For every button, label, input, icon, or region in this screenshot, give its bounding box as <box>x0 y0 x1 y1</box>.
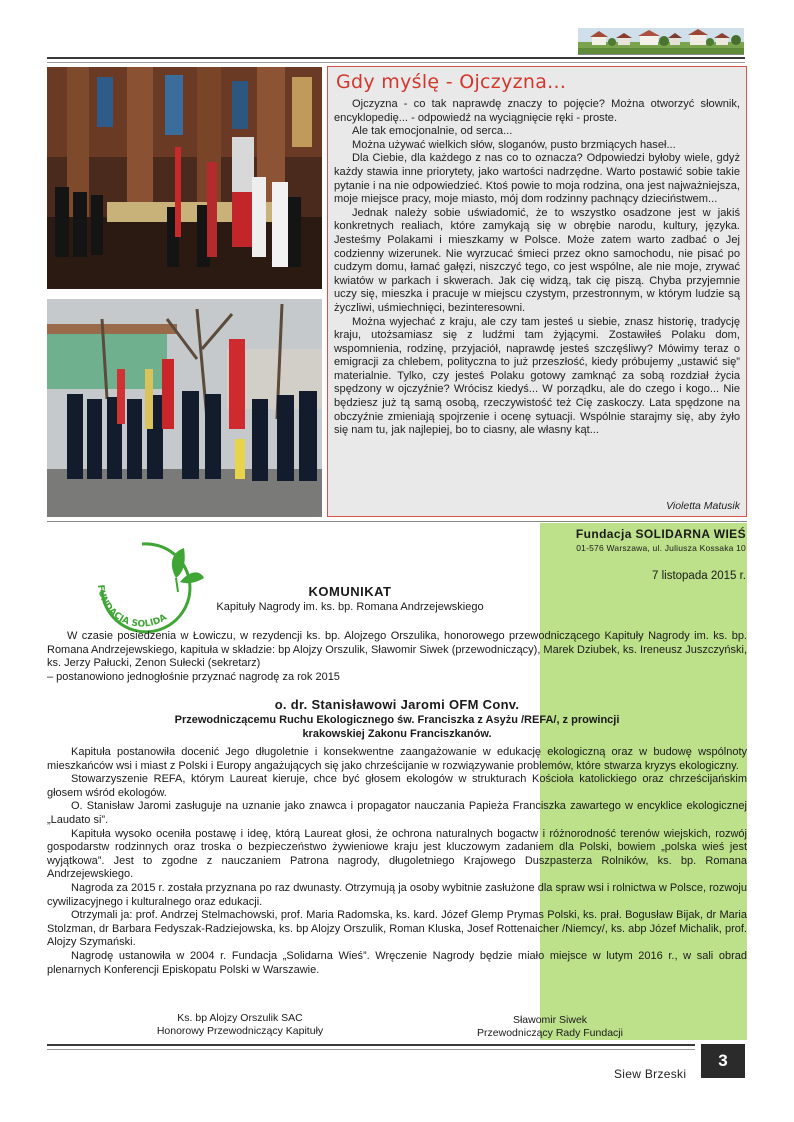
signature-right-name: Sławomir Siwek <box>512 1014 588 1026</box>
firefighters-parade-photo <box>47 299 322 517</box>
body-paragraph: Otrzymali ja: prof. Andrzej Stelmachowski, prof. Maria Radomska, ks. kard. Józef Glemp Prymas Polski, ks. prał. Bogusław Bijak, dr Maria Stolzman, dr Barbara Fedyszak-Radziejowska, ks. bp Alojzy Orszulik, Roman Kluska, Josef Rottenaicher /Niemcy/, ks. abp Józef Michalik, prof. Alojzy Szymański. <box>47 909 747 949</box>
article-paragraph: Ale tak emocjonalnie, od serca... <box>352 125 513 138</box>
body-paragraph: O. Stanisław Jaromi zasługuje na uznanie jako znawca i propagator nauczania Papieża Franciszka zawartego w encyklice ekologicznej „Laudato si”. <box>47 800 747 826</box>
top-rule <box>47 57 745 59</box>
communique-subtitle: Kapituły Nagrody im. ks. bp. Romana Andrzejewskiego <box>216 601 484 613</box>
top-rule-thin <box>47 62 745 63</box>
body-paragraph: Nagroda za 2015 r. została przyznana po raz dwunasty. Otrzymują ja osoby wybitnie zasłużone dla spraw wsi i rolnictwa w Polsce, rozwoju cywilizacyjnego i kulturalnego oraz edukacji. <box>47 881 747 908</box>
footer-publication-name: Siew Brzeski <box>614 1067 687 1081</box>
communique-title: KOMUNIKAT <box>308 584 392 599</box>
laureate-block <box>47 697 747 741</box>
signature-right-role: Przewodniczący Rady Fundacji <box>477 1027 623 1039</box>
signature-right <box>455 1014 645 1040</box>
article-paragraph: Można wyjechać z kraju, ale czy tam jesteś u siebie, znasz historię, tradycję kraju, utożsamiasz się z ludźmi tam żyjącymi. Zostawiłeś Polaku dom, wspomnienia, rodzinę, przyjaciół, naprawdę jesteś szczęśliwy? Mówimy teraz o emigracji za chlebem, polityczna to już przeszłość, kiedy próbujemy „ustawić się” materialnie. Tylko, czy jesteś Polaku gotowy zamknąć za sobą rozdział życia spędzony w ojczyźnie? Wrócisz kiedyś... W porządku, ale do czego i kogo... Nie będziesz już tą samą osobą, rzeczywistość też Cię zaskoczy. Lata spędzone na obczyźnie zmieniają spojrzenie i ocenę sytuacji. Wspólnie starajmy się, aby żyło się nam tu, jak najlepiej, bo to ciasny, ale własny kąt... <box>334 315 740 437</box>
intro-decision: – postanowiono jednogłośnie przyznać nagrodę za rok 2015 <box>47 670 340 683</box>
bottom-rule <box>47 1044 695 1046</box>
signature-left-name: Ks. bp Alojzy Orszulik SAC <box>177 1012 303 1024</box>
logo-lettering: FUNDACJA SOLIDA <box>94 584 169 630</box>
article-paragraph: Można używać wielkich słów, sloganów, pusto brzmiących haseł... <box>352 138 676 151</box>
signature-left <box>140 1012 340 1038</box>
section-divider <box>47 521 747 522</box>
article-body <box>334 98 740 438</box>
body-paragraph: Kapituła postanowiła docenić Jego długoletnie i konsekwentne zaangażowanie w edukację ekologiczną oraz w budowę wspólnoty mieszkańców wsi i miast z Polski i Europy angażujących się jako chrześcijanie w rozwiązywanie problemów, które stwarza kryzys ekologiczny. <box>47 746 747 772</box>
foundation-logo <box>80 530 208 635</box>
church-ceremony-photo <box>47 67 322 289</box>
village-photo-strip <box>578 28 744 55</box>
communique-heading <box>200 584 500 613</box>
foundation-header <box>576 527 746 553</box>
foundation-address: 01-576 Warszawa, ul. Juliusza Kossaka 10 <box>576 543 746 553</box>
laureate-name: o. dr. Stanisławowi Jaromi OFM Conv. <box>274 697 520 712</box>
article-box <box>327 66 747 517</box>
communique-body <box>47 746 747 977</box>
article-author: Violetta Matusik <box>666 500 740 512</box>
body-paragraph: Nagrodę ustanowiła w 2004 r. Fundacja „Solidarna Wieś”. Wręczenie Nagrody będzie miało miejsce w lutym 2016 r., w sali obrad plenarnych Konferencji Episkopatu Polski w Warszawie. <box>47 949 747 976</box>
signature-left-role: Honorowy Przewodniczący Kapituły <box>156 1025 324 1037</box>
foundation-name: Fundacja SOLIDARNA WIEŚ <box>575 527 746 541</box>
communique-date: 7 listopada 2015 r. <box>652 570 746 582</box>
communique-intro <box>47 630 747 684</box>
intro-paragraph: W czasie posiedzenia w Łowiczu, w rezydencji ks. bp. Alojzego Orszulika, honorowego przewodniczącego Kapituły Nagrody im. ks. bp. Romana Andrzejewskiego, kapituła w składzie: bp Alojzy Orszulik, Sławomir Siwek (przewodniczący), Marek Dziubek, ks. Ireneusz Juszczyński, ks. Jerzy Pałucki, Zenon Sułecki (sekretarz) <box>47 630 747 670</box>
article-paragraph: Ojczyzna - co tak naprawdę znaczy to pojęcie? Można otworzyć słownik, encyklopedię... - odpowiedź na wyciągnięcie ręki - proste. <box>334 98 740 124</box>
bottom-rule-thin <box>47 1049 695 1050</box>
article-paragraph: Dla Ciebie, dla każdego z nas co to oznacza? Odpowiedzi byłoby wiele, gdyż każdy stawia inne priorytety, jako wartości nadrzędne. Warto postawić sobie takie pytanie i na nie odpowiedzieć. Ktoś powie to moja rodzina, ona jest najważniejsza, moje miejsce pracy, moje miasto, mój dom rodzinny pachnący dzieciństwem... <box>334 152 740 206</box>
article-paragraph: Jednak należy sobie uświadomić, że to wszystko osadzone jest w jakiś konkretnych realiach, które zamykają się w obrębie narodu, kultury, języka. Jesteśmy Polakami i mieszkamy w Polsce. Może zatem warto zadbać o Jej codzienny wizerunek. Nie wyrzucać śmieci przez okno samochodu, nie pisać po cudzym domu, łamać gałęzi, niszczyć tego, co jest wspólne, ale nie moje, zrywać kwiatów w parkach i skwerach. Jak cię widzą, tak cię piszą. Chyba przyjemnie uczy się, mieszka i pracuje w miejscu czystym, przestronnym, w którym ludzie są życzliwi, uśmiechnięci, bezinteresowni. <box>334 206 740 314</box>
page-number: 3 <box>701 1044 745 1078</box>
body-paragraph: Stowarzyszenie REFA, którym Laureat kieruje, chce być głosem ekologów w strukturach Kościoła katolickiego oraz chrześcijańskim głosem wśród ekologów. <box>47 773 747 799</box>
body-paragraph: Kapituła wysoko oceniła postawę i ideę, którą Laureat głosi, że ochrona naturalnych bogactw i różnorodność terenów wiejskich, rozwój gospodarstw rodzinnych oraz troska o bezpieczeństwo żywieniowe kraju jest kluczowym zadaniem dla Polski, bowiem „polska wieś jest wyjątkowa”. Jest to zgodne z nauczaniem Patrona nagrody, długoletniego Krajowego Duszpasterza Rolników, ks. bp. Romana Andrzejewskiego. <box>47 827 747 881</box>
article-title: Gdy myślę - Ojczyzna... <box>336 71 567 93</box>
laureate-description: Przewodniczącemu Ruchu Ekologicznego św. Franciszka z Asyżu /REFA/, z prowincji krakowskiej Zakonu Franciszkanów. <box>174 714 620 740</box>
